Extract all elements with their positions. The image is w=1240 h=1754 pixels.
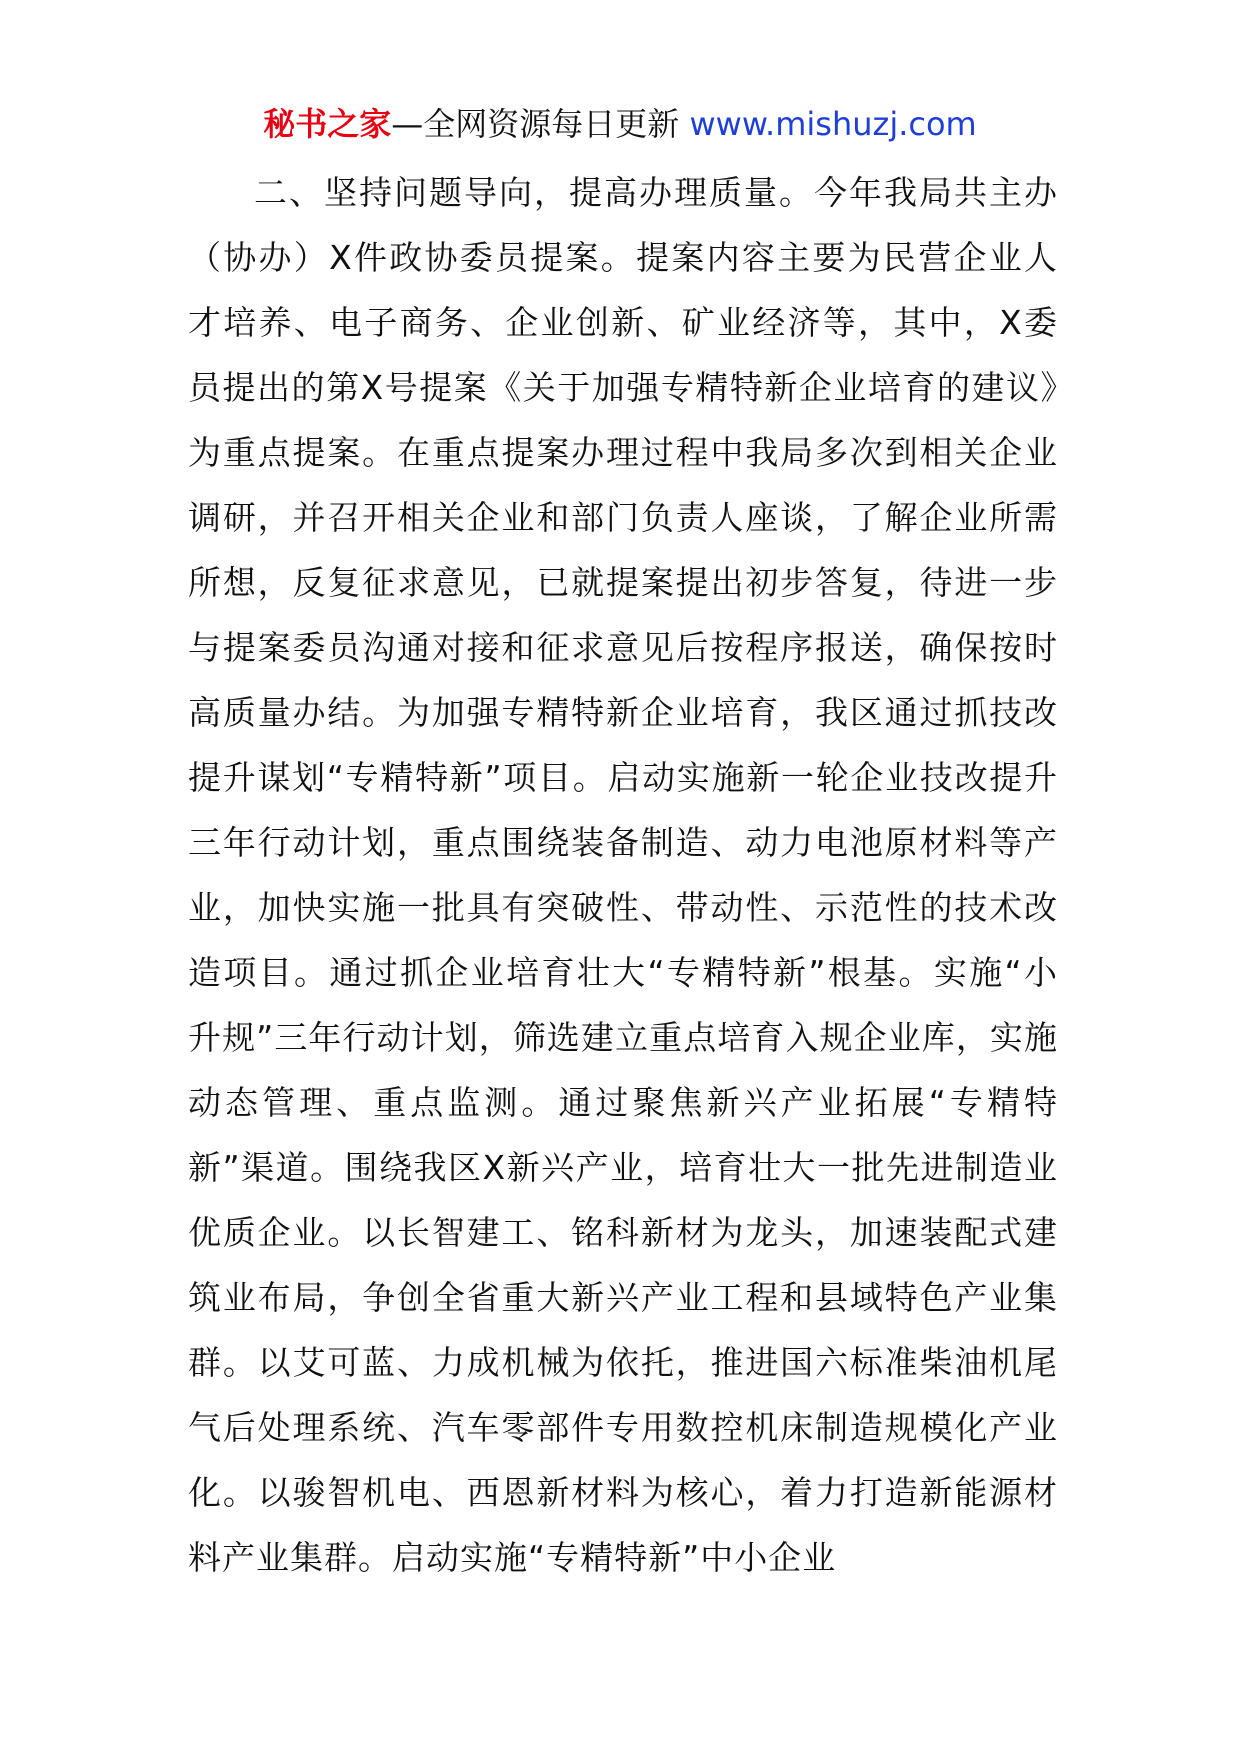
- website-url[interactable]: www.mishuzj.com: [689, 105, 977, 143]
- header-tagline: —全网资源每日更新: [391, 105, 690, 143]
- brand-name: 秘书之家: [263, 105, 392, 143]
- document-paragraph: 二、坚持问题导向，提高办理质量。今年我局共主办（协办）X件政协委员提案。提案内容主要为民营企业人才培养、电子商务、企业创新、矿业经济等，其中，X委员提出的第X号提案《关于加强专精特新企业培育的建议》为重点提案。在重点提案办理过程中我局多次到相关企业调研，并召开相关企业和部门负责人座谈，了解企业所需所想，反复征求意见，已就提案提出初步答复，待进一步与提案委员沟通对接和征求意见后按程序报送，确保按时高质量办结。为加强专精特新企业培育，我区通过抓技改提升谋划“专精特新”项目。启动实施新一轮企业技改提升三年行动计划，重点围绕装备制造、动力电池原材料等产业，加快实施一批具有突破性、带动性、示范性的技术改造项目。通过抓企业培育壮大“专精特新”根基。实施“小升规”三年行动计划，筛选建立重点培育入规企业库，实施动态管理、重点监测。通过聚焦新兴产业拓展“专精特新”渠道。围绕我区X新兴产业，培育壮大一批先进制造业优质企业。以长智建工、铭科新材为龙头，加速装配式建筑业布局，争创全省重大新兴产业工程和县域特色产业集群。以艾可蓝、力成机械为依托，推进国六标准柴油机尾气后处理系统、汽车零部件专用数控机床制造规模化产业化。以骏智机电、西恩新材料为核心，着力打造新能源材料产业集群。启动实施“专精特新”中小企业: [188, 173, 1058, 1577]
- page-header: [0, 98, 1240, 150]
